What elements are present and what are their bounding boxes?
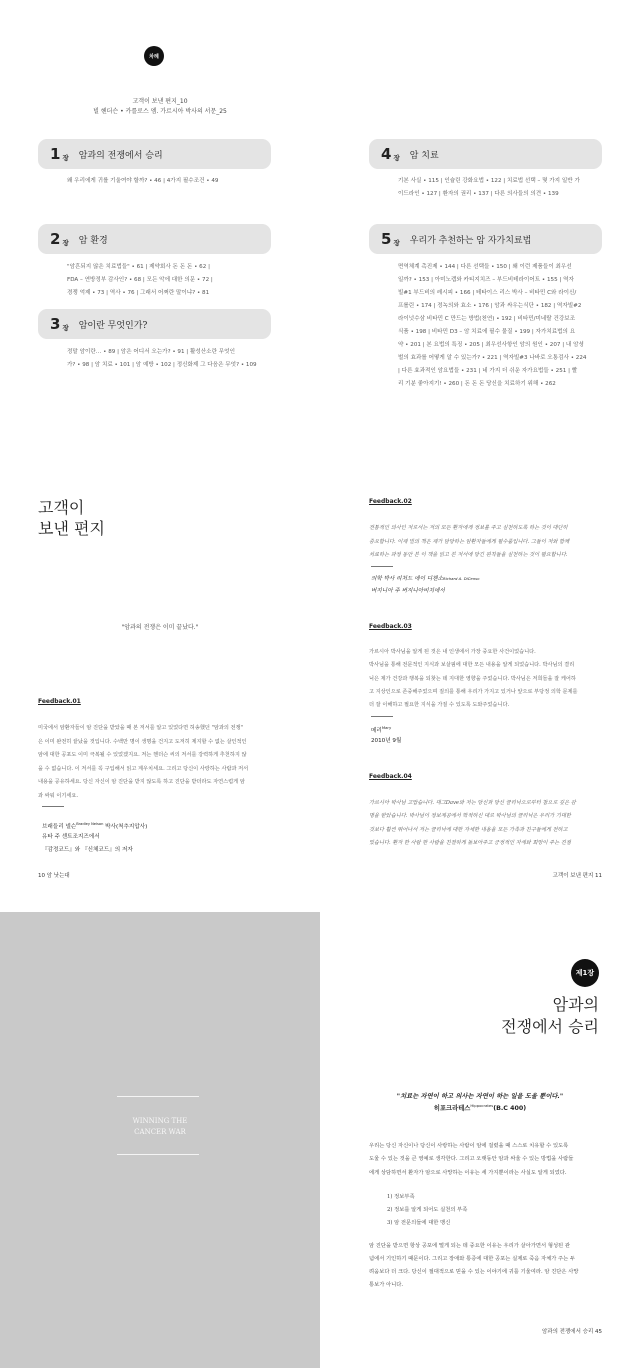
feedback-01-location: 유타 주 센트조지즈에서: [42, 834, 100, 840]
chapter-title: 암과의 전쟁에서 승리: [78, 150, 163, 161]
signature-name-en: Bradley Nelson: [76, 822, 104, 826]
cover-title-line2: CANCER WAR: [134, 1128, 186, 1136]
body-line: 우리는 당신 자신이나 당신이 사랑하는 사람이 암에 걸렸을 때 스스로 치유할 수 있도록: [369, 1143, 569, 1149]
feedback-04-line: 명을 받았습니다. 박사님이 정보제공에서 학적하신 대로 박사님의 클리닉은 우리가 기대한: [369, 813, 571, 819]
chapter-2-box: [38, 224, 271, 254]
chapter-number: 4: [381, 145, 392, 163]
feedback-02-line: 중요합니다. 이제 빌의 책은 제가 담당하는 암환자들에게 필수품입니다. 그들이 저와 함께: [369, 539, 570, 545]
body-line: 에게 상담하면서 환자가 암으로 사망하는 이유는 세 가지뿐이라는 사실도 알게 되었다.: [369, 1170, 567, 1176]
signature-name: 의학 박사 리처드 에이 디첸소: [371, 576, 443, 582]
toc-entry-line: 라이넛수삼 비타민 C 만드는 방법(천연) • 192 | 비타민/미네랄 건강보조: [398, 316, 576, 322]
toc-entry-line: 가? • 98 | 암 치료 • 101 | 암 예방 • 102 | 정신화제 그 다음은 무엇? • 109: [67, 362, 257, 368]
feedback-03-label: Feedback.03: [369, 623, 412, 630]
folio-right: 고객이 보낸 편지 11: [552, 873, 602, 879]
signature-title: 박사(척추지압사): [103, 823, 148, 830]
chapter-suffix: 장: [393, 238, 400, 247]
chapter-suffix: 장: [62, 323, 69, 332]
toc-entry-line: 이드라인 • 127 | 환자의 권리 • 137 | 다른 의사들의 의견 • 139: [398, 191, 559, 197]
divider: [371, 716, 393, 717]
feedback-01-line: 을 수 없습니다. 이 저서를 꼭 구입해서 읽고 계우치세요. 그리고 당신이 사랑하는 사람과 저서: [38, 766, 249, 772]
chapter-3-box: [38, 309, 271, 339]
feedback-01-line: 미국에서 암환자들이 암 진단을 받았을 때 본 저서를 알고 있었다면 허송했던 "암과의 전쟁": [38, 725, 243, 731]
chapter-5-box: [369, 224, 602, 254]
feedback-01-line: 내용을 공유하세요. 당신 자신이 암 진단을 받지 않도록 하고 진단을 받더라도 자연스럽게 암: [38, 779, 245, 785]
toc-entry-line: 약 • 201 | 본 요법의 특징 • 205 | 최우선사항인 암의 원인 • 207 | 내 암셩: [398, 342, 584, 348]
chapter-1-box: [38, 139, 271, 169]
divider: [117, 1154, 199, 1155]
body-line: 암 진단을 받으면 항상 공포에 떨게 되는 데 중요한 이유는 우리가 살아가면서 형성된 관: [369, 1243, 570, 1249]
toc-entry-line: 빌#1 부드비의 레시피 • 166 | 테타이스 리스 박사 – 비타민 C와 라이신/: [398, 290, 577, 296]
feedback-02-location: 버지니아 주 버지니아비치에서: [371, 588, 445, 594]
feedback-03-line: 고 지상인으로 존중해주었으며 질의를 통해 우리가 가지고 있거나 앞으로 부당정 의학 문제를: [369, 689, 578, 695]
feedback-03-line: 가르시아 박사님을 알게 된 것은 내 인생에서 가장 중요한 사건이었습니다.: [369, 649, 536, 655]
chapter-number: 3: [50, 315, 61, 333]
epigraph-author-en: Hippocrates: [470, 1103, 494, 1108]
toc-badge: 차례: [144, 46, 164, 66]
divider: [117, 1096, 199, 1097]
divider: [371, 566, 393, 567]
toc-entry-line: "암흔되지 않은 치료법들" • 61 | 제약회사 돈 돈 돈 • 62 |: [67, 264, 210, 270]
toc-entry-line: 벌의 효과를 어떻게 알 수 있는가? • 221 | 역자빌#3 나바로 오통검사 • 224: [398, 355, 587, 361]
epigraph-quote: "치료는 자연이 하고 의사는 자연이 하는 일을 도울 뿐이다.": [396, 1093, 564, 1100]
chapter-number: 2: [50, 230, 61, 248]
feedback-01-line: 과 싸워 이기세요.: [38, 793, 79, 799]
body-line: 통보가 아니다.: [369, 1282, 404, 1288]
feedback-01-books: 『감정코드』와 『신체코드』의 저자: [42, 847, 133, 853]
list-item: 1) 정보부족: [387, 1194, 415, 1200]
toc-entry-line: 면역체계 촉진제 • 144 | 다른 선택들 • 150 | 왜 이런 제품들이 최우선: [398, 264, 572, 270]
epigraph-attribution: [320, 1103, 640, 1112]
feedback-02-signature: [371, 573, 479, 585]
letters-epigraph: "암과의 전쟁은 이미 끝났다.": [121, 624, 199, 631]
feedback-03-line: 박사님을 통해 전문적인 지식과 보살핌에 대한 모든 내용을 알게 되었습니다. 박사님의 결리: [369, 662, 575, 668]
chapter-suffix: 장: [62, 238, 69, 247]
feedback-01-line: 암에 대한 공포도 이미 극복될 수 있었겠지요. 저는 헨더슨 씨의 저서를 강력하게 추천하지 않: [38, 752, 247, 758]
signature-name: 브래들리 넬슨: [42, 823, 77, 830]
chapter-suffix: 장: [62, 153, 69, 162]
signature-name: 메리: [371, 727, 382, 734]
letters-title-line1: 고객이: [38, 498, 85, 517]
folio-chapter-page: 암과의 전쟁에서 승리 45: [541, 1329, 602, 1335]
chapter-badge: 제1장: [571, 959, 599, 987]
toc-entry-line: 왜 우리에게 귀를 기울여야 할까? • 46 | 4가지 필수조건 • 49: [67, 178, 219, 184]
feedback-04-line: 것보다 훨씬 뛰어나서 저는 클리닉에 대한 자세한 내용을 모든 가족과 친구들에게 전하고: [369, 827, 568, 833]
chapter-title: 우리가 추천하는 암 자가치료법: [409, 235, 532, 246]
feedback-03-line: 더 잘 이해하고 필요한 지식을 가질 수 있도록 도와주었습니다.: [369, 702, 510, 708]
signature-name-en: Mary: [381, 725, 392, 730]
folio-left: 10 암 낫는대: [38, 873, 70, 879]
chapter-cover-panel: [0, 912, 320, 1368]
epigraph-date: (B.C 400): [493, 1105, 527, 1113]
chapter-number: 1: [50, 145, 61, 163]
cover-title-line1: WINNING THE: [132, 1117, 188, 1125]
feedback-04-line: 가르시아 박사님 고맙습니다. 대그Dave와 저는 당신과 당신 클리닉으로부터 참으로 깊은 감: [369, 800, 576, 806]
toc-preface-forewords: 빌 헨더슨 • 카를로스 엠. 가르시아 박사의 서문_25: [93, 108, 227, 115]
chapter-title-line2: 전쟁에서 승리: [501, 1017, 599, 1036]
body-line: 도울 수 있는 것을 큰 영예로 생각한다. 그리고 오랫동안 암과 싸울 수 있는 방법을 사람들: [369, 1156, 574, 1162]
toc-entry-line: 식품 • 198 | 비타민 D3 – 암 치료에 필수 물질 • 199 | 자가치료법의 요: [398, 329, 576, 335]
toc-entry-line: 기본 사실 • 115 | 인슐린 강화요법 • 122 | 치료법 선택 – 몇 가지 일반 가: [398, 178, 580, 184]
toc-entry-line: 리 기분 좋아지기! • 260 | 돈 돈 돈 당신을 치료하기 위해 • 262: [398, 381, 556, 387]
toc-preface-letters: 고객이 보낸 편지_10: [132, 98, 188, 105]
chapter-4-box: [369, 139, 602, 169]
toc-entry-line: FDA – 연방정부 감사인? • 68 | 모든 악에 대한 의문 • 72 |: [67, 277, 213, 283]
feedback-01-label: Feedback.01: [38, 698, 81, 705]
divider: [42, 806, 64, 807]
toc-entry-line: 일까? • 153 | 아미노캡와 카티지치즈 – 부드비테라이어트 • 155 | 역자: [398, 277, 574, 283]
list-item: 3) 암 전문의들에 대한 맹신: [387, 1220, 451, 1226]
epigraph-author: 히포크라테스: [433, 1105, 471, 1113]
toc-entry-line: 프롤린 • 174 | 정녹의와 효소 • 176 | 암과 싸우는식단 • 182 | 역자빌#2: [398, 303, 582, 309]
feedback-03-date: 2010년 9월: [371, 738, 402, 744]
body-line: 념에서 기인하기 때문이다. 그리고 장애와 통증에 대한 공포는 실제로 죽음 자체가 주는 두: [369, 1256, 576, 1262]
chapter-number: 5: [381, 230, 392, 248]
feedback-04-label: Feedback.04: [369, 773, 412, 780]
feedback-03-line: 닉은 제가 건강과 행복을 되찾는 데 지대한 영향을 주었습니다. 박사님은 저희들을 잘 케어하: [369, 676, 576, 682]
chapter-title-line1: 암과의: [552, 995, 599, 1014]
feedback-02-label: Feedback.02: [369, 498, 412, 505]
toc-entry-line: 정말 암이란… • 89 | 암은 어디서 오는가? • 91 | 활성산소란 무엇인: [67, 349, 235, 355]
body-line: 려움보다 더 크다. 당신이 절대적으로 믿을 수 있는 이야기에 귀를 기울여라. 암 진단은 사망: [369, 1269, 579, 1275]
signature-name-en: Richard A. DiCenso: [442, 576, 480, 581]
chapter-suffix: 장: [393, 153, 400, 162]
feedback-02-line: 치료하는 과정 동안 본 이 책을 읽고 본 저서에 당긴 원칙들을 실천하는 것이 필요합니다.: [369, 552, 568, 558]
feedback-04-line: 있습니다. 환자 한 사람 한 사람을 친절하게 돌보아주고 긍정적인 자세와 희망이 주는 진점: [369, 840, 571, 846]
feedback-01-line: 은 이미 완전히 끝났을 것입니다. 수백만 명이 생명을 건지고 도저히 제지할 수 없는 살인적인: [38, 739, 247, 745]
letters-title-line2: 보낸 편지: [38, 519, 105, 538]
chapter-title: 암이란 무엇인가?: [78, 320, 148, 331]
toc-entry-line: 경쟁 억제 • 73 | 역사 • 76 | 그래서 어쩌란 말이냐? • 81: [67, 290, 210, 296]
chapter-title: 암 치료: [409, 150, 439, 161]
chapter-title: 암 환경: [78, 235, 108, 246]
feedback-02-line: 전통적인 의사인 저로서는 저의 모든 환자에게 정보를 주고 실천하도록 하는 것이 대단히: [369, 525, 568, 531]
list-item: 2) 정보를 알게 되어도 실천의 부족: [387, 1207, 468, 1213]
toc-entry-line: | 다른 효과적인 암요법들 • 231 | 네 가지 더 쉬운 자가요법들 • 251 | 빨: [398, 368, 578, 374]
